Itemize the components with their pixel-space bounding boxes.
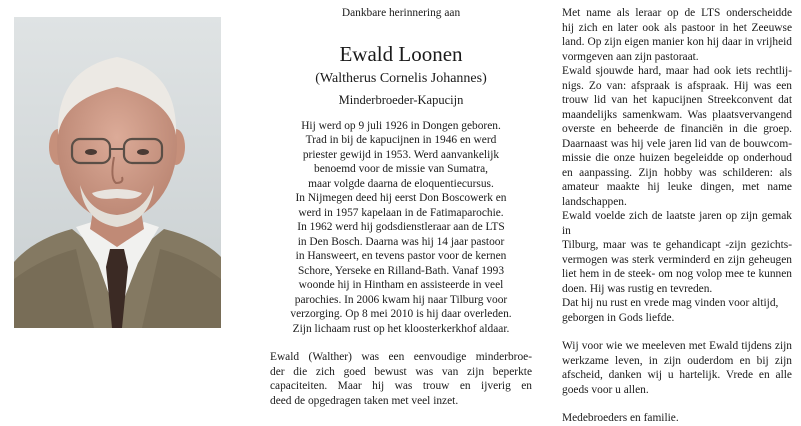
paragraph-line: trouw lid van het kapucijnen Streekconvent dat [562,94,792,106]
paragraph-line: maandelijks samenkwam. Was plaatsvervangend [562,108,792,121]
bio-line: werd in 1957 kapelaan in de Fatimaparochie. [298,206,504,219]
paragraph-line: deed de opgedragen taken met veel inzet. [270,394,459,407]
bio-line: in Den Bosch. Daarna was hij 14 jaar pastoor [297,235,505,248]
paragraph-line: hij zich en later ook als pastoor in het Zeeuwse [562,21,792,34]
middle-column [270,6,532,408]
portrait-photo [14,17,221,328]
bio-line: benoemd voor de missie van Sumatra, [314,163,488,175]
paragraph-line: doen. Hij was rustig en tevreden. [562,282,713,295]
bio-line: In Nijmegen deed hij eerst Don Boscowerk en [295,192,507,204]
paragraph-line: der die zich goed bewust was van zijn beperkte [270,365,532,378]
paragraph-line: Met name als leraar op de LTS onderscheidde [562,7,792,19]
bio-line: In 1962 werd hij godsdienstleraar aan de LTS [297,221,505,233]
paragraph-line: en aanpassing. Zijn hobby was schilderen: als [562,166,792,179]
right-column [562,6,792,426]
paragraph-line: afscheid, danken wij u hartelijk. Vrede en alle [562,369,792,381]
paragraph-line: Daarnaast was hij vele jaren lid van de bouwcom- [562,137,792,150]
paragraph-line: geborgen in Gods liefde. [562,311,675,324]
bio-line: parochies. In 2006 kwam hij naar Tilburg voor [294,293,508,306]
paragraph-line: nigs. Zo van: afspraak is afspraak. Hij was een [562,79,792,92]
bio-line: verzorging. Op 8 mei 2010 is hij daar overleden. [290,308,512,320]
paragraph-line: landschappen. [562,195,627,208]
paragraph-line: Wij voor wie we meeleven met Ewald tijdens zijn [562,340,792,352]
bio-line: Zijn lichaam rust op het kloosterkerkhof aldaar. [292,322,510,335]
biography [270,119,532,337]
bio-line: Trad in bij de kapucijnen in 1946 en werd [305,134,497,146]
paragraph-line: land. Op zijn eigen manier kon hij daar in vrijheid [562,36,792,48]
paragraph-line: overste en beheerde de financiën in die groep. [562,123,792,135]
bio-line: woonde hij in Hintham en assisteerde in veel [298,279,504,291]
paragraph-line: liet hem in de steek- om nog volop mee te kunnen [562,268,792,280]
bio-line: in Hansweert, en tevens pastor voor de kernen [295,250,507,262]
paragraph-line: capaciteiten. Maar hij was trouw en ijverig en [270,380,532,392]
intro-text: Dankbare herinnering aan [341,7,461,19]
paragraph-line: missie die onze huizen begeleidde op onderhoud [562,152,792,164]
bio-line: priester gewijd in 1953. Werd aanvankelijk [302,148,500,161]
paragraph-line: Dat hij nu rust en vrede mag vinden voor altijd, [562,297,779,309]
thanks-paragraph [562,339,792,397]
career-paragraph [562,6,792,325]
paragraph-line: werkzame leven, in zijn ouderdom en bij zijn [562,354,792,367]
paragraph-line: Ewald (Walther) was een eenvoudige minderbroe- [270,351,532,363]
signature: Medebroeders en familie. [562,412,679,424]
paragraph-line: vormgeven aan zijn pastoraat. [562,50,699,63]
paragraph-line: Ewald sjouwde hard, maar had ook iets rechtlij- [562,65,792,77]
portrait-illustration [14,17,221,328]
bio-line: Schore, Yerseke en Rilland-Bath. Vanaf 1993 [297,264,505,277]
character-paragraph [270,350,532,408]
paragraph-line: goeds voor u allen. [562,383,649,396]
full-name: (Waltherus Cornelis Johannes) [315,70,487,86]
bio-line: Hij werd op 9 juli 1926 in Dongen geboren. [301,119,501,132]
paragraph-line: Ewald voelde zich de laatste jaren op zijn gemak in [562,210,792,237]
deceased-name: Ewald Loonen [339,41,463,66]
paragraph-line: Tilburg, maar was te gehandicapt -zijn gezichts- [562,239,792,251]
paragraph-line: vermogen was sterk verminderd en zijn geheugen [562,253,792,266]
religious-order: Minderbroeder-Kapucijn [338,92,464,107]
bio-line: maar volgde daarna de eloquentiecursus. [308,177,494,190]
paragraph-line: amateur maakte hij leuke dingen, met name [562,181,792,193]
